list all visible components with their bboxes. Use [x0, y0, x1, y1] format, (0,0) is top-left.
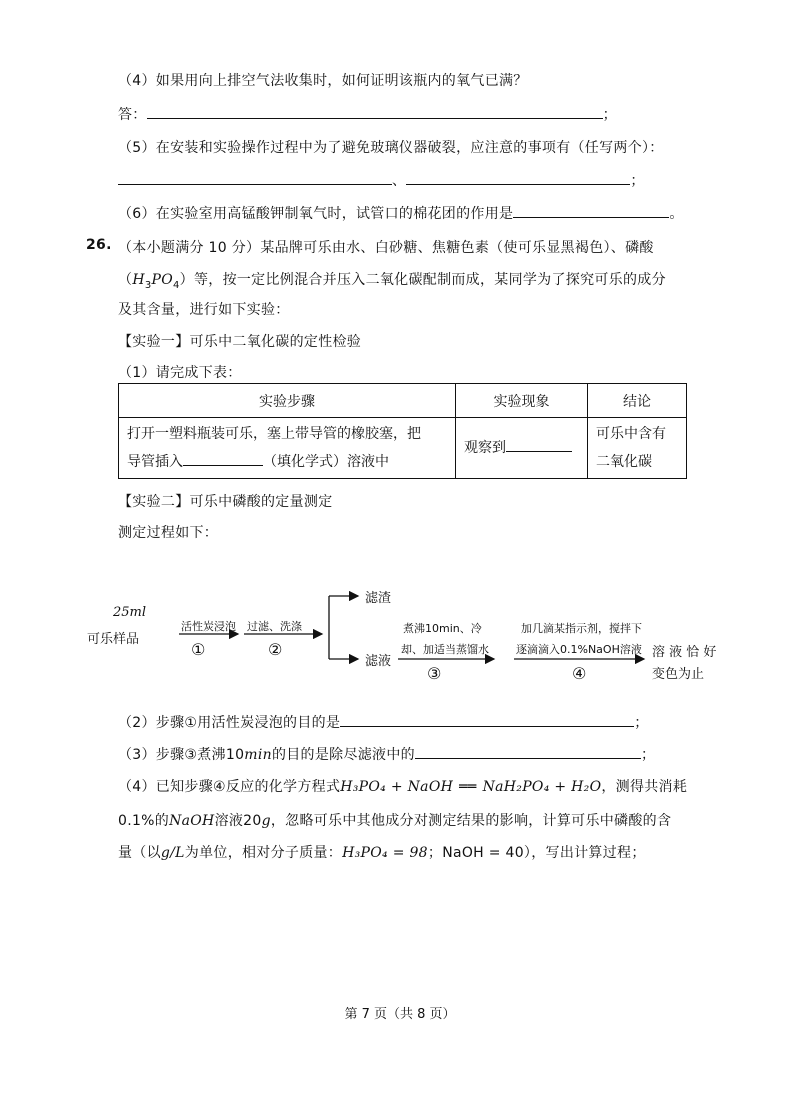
- text: ；NaOH = 40），写出计算过程；: [427, 845, 646, 861]
- end-label-line1: 溶 液 恰 好: [652, 645, 717, 660]
- header-conclusion: 结论: [588, 384, 687, 418]
- question-4-text: （4）如果用向上排空气法收集时，如何证明该瓶内的氧气已满？: [118, 73, 528, 89]
- text: 0.1%的: [118, 813, 170, 829]
- conclusion-line: 可乐中含有: [596, 426, 666, 442]
- step2-label: 过滤、洗涤: [247, 620, 302, 633]
- intro-text: （本小题满分 10 分）某品牌可乐由水、白砂糖、焦糖色素（使可乐显黑褐色）、磷酸: [118, 240, 654, 256]
- header-step: 实验步骤: [119, 384, 456, 418]
- answer-blank[interactable]: [415, 744, 641, 759]
- step2-number: ②: [268, 640, 283, 659]
- punct: ；: [634, 715, 649, 731]
- header-phenomenon: 实验现象: [456, 384, 588, 418]
- step-text: 导管插入: [127, 454, 183, 470]
- filtrate-label: 滤液: [365, 654, 392, 669]
- question-3: [118, 744, 655, 764]
- punct: 。: [669, 206, 684, 222]
- equation-right: NaH₂PO₄ + H₂O: [482, 779, 602, 795]
- question-5-text: （5）在安装和实验操作过程中为了避免玻璃仪器破裂，应注意的事项有（任写两个）：: [118, 140, 664, 156]
- text: 溶液20: [214, 813, 262, 829]
- step-text: （填化学式）溶液中: [263, 454, 389, 470]
- formula-part: PO: [151, 272, 173, 288]
- step3-label-line1: 煮沸10min、冷: [403, 622, 482, 635]
- step3-label-line2: 却、加适当蒸馏水: [401, 643, 489, 656]
- question-26-intro-line3: 及其含量，进行如下实验：: [118, 302, 290, 318]
- question-2: [118, 712, 649, 732]
- punct: ；: [630, 173, 645, 189]
- question-4b-line2: [118, 810, 671, 830]
- answer-prefix: 答：: [118, 107, 147, 123]
- equation-left: H₃PO₄ + NaOH: [340, 779, 454, 795]
- question-4b-line1: [118, 776, 687, 796]
- experiment-2-title: 【实验二】可乐中磷酸的定量测定: [118, 494, 333, 510]
- question-26-number: 26.: [86, 237, 112, 253]
- step1-label: 活性炭浸泡: [181, 620, 236, 633]
- subscript: 3: [144, 279, 152, 291]
- step4-label-line2: 逐滴滴入0.1%NaOH溶液: [516, 643, 642, 656]
- step4-number: ④: [572, 664, 587, 683]
- punct: ；: [602, 107, 617, 123]
- step3-number: ③: [427, 664, 442, 683]
- question-2-text: （2）步骤①用活性炭浸泡的目的是: [118, 715, 341, 731]
- page-footer: 第 7 页（共 8 页）: [344, 1007, 456, 1022]
- equation-sign: ══: [459, 779, 477, 795]
- subscript: 4: [173, 279, 180, 291]
- step4-label-line1: 加几滴某指示剂，搅拌下: [521, 622, 642, 635]
- text: ，忽略可乐中其他成分对测定结果的影响，计算可乐中磷酸的含: [270, 813, 672, 829]
- phenomenon-text: 观察到: [464, 440, 506, 456]
- question-3-text: 的目的是除尽滤液中的: [271, 747, 415, 763]
- unit: g: [261, 813, 271, 829]
- end-label-line2: 变色为止: [652, 667, 705, 682]
- punct: ；: [640, 747, 656, 763]
- conclusion-line: 二氧化碳: [596, 454, 652, 470]
- sample-amount: 25ml: [113, 605, 147, 620]
- formula-h3po4: H: [132, 272, 145, 288]
- question-3-text: （3）步骤③煮沸10: [118, 747, 245, 763]
- text: ，测得共消耗: [601, 779, 688, 795]
- text: （4）已知步骤④反应的化学方程式: [118, 779, 341, 795]
- molar-mass: H₃PO₄ = 98: [342, 845, 428, 861]
- answer-blank[interactable]: [340, 712, 634, 727]
- text: 量（以: [118, 845, 161, 861]
- punct: 、: [392, 173, 407, 189]
- intro-text: ）等，按一定比例混合并压入二氧化碳配制而成，某同学为了探究可乐的成分: [179, 272, 666, 288]
- unit: g/L: [160, 845, 185, 861]
- experiment-1-title: 【实验一】可乐中二氧化碳的定性检验: [118, 334, 362, 350]
- question-26-intro-line2: $(H_3PO_4)$等，按一定比例混合并压入二氧化碳配制而成，某同学为了探究可乐的成分: [118, 272, 666, 291]
- unit: min: [244, 747, 272, 763]
- step-line: 打开一塑料瓶装可乐，塞上带导管的橡胶塞，把: [127, 426, 421, 442]
- sample-name: 可乐样品: [87, 632, 140, 647]
- experiment-1-question: （1）请完成下表：: [118, 365, 242, 381]
- question-6-text: （6）在实验室用高锰酸钾制氧气时，试管口的棉花团的作用是: [118, 206, 514, 222]
- formula: NaOH: [169, 813, 215, 829]
- text: 为单位，相对分子质量：: [184, 845, 343, 861]
- step1-number: ①: [191, 640, 206, 659]
- experiment-2-process: 测定过程如下：: [118, 525, 219, 541]
- question-4b-line3: [118, 842, 646, 862]
- residue-label: 滤渣: [365, 591, 392, 606]
